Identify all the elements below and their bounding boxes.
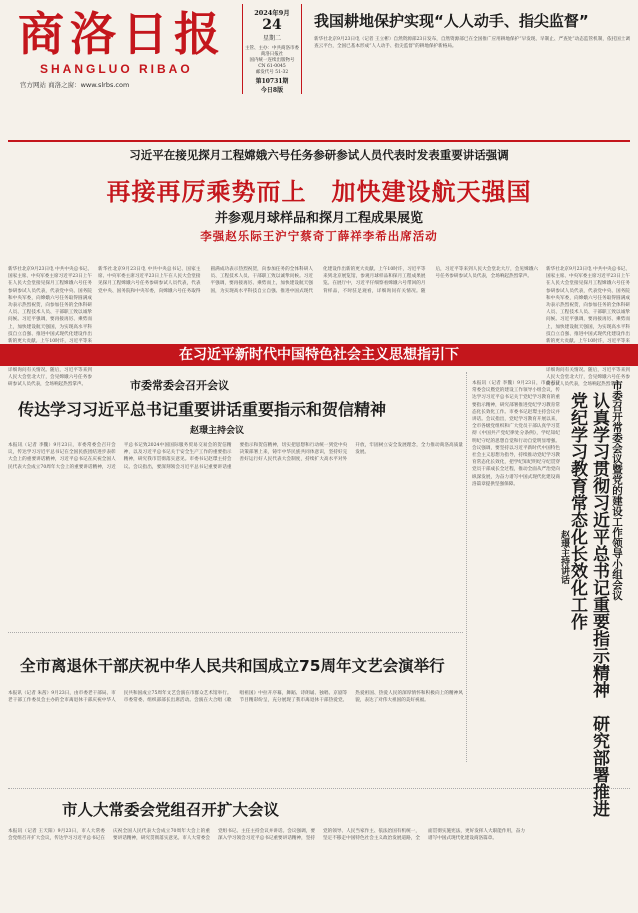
story3-headline: 全市离退休干部庆祝中华人民共和国成立75周年文艺会演举行 [20,657,445,675]
publisher-line: 商洛日报社 [260,52,284,57]
lead-headline: 再接再厉乘势而上 加快建设航天强国 [106,178,532,206]
masthead-divider [8,140,630,142]
theme-banner: 在习近平新时代中国特色社会主义思想指引下 [0,344,638,366]
story4-headline: 市人大常委会党组召开扩大会议 [62,801,280,819]
issue-number: 第10731期 [255,78,289,85]
story2-byline: 赵璟主持会议 [190,426,245,436]
lead-attendees: 李强赵乐际王沪宁蔡奇丁薛祥李希出席活动 [200,229,438,243]
issue-date: 2024年9月 [254,9,290,17]
story2-body: 本报讯（记者 李魏）9月23日，市委常委会召开会议，传达学习习近平总书记在全国民族团结进步表彰大会上的重要讲话精神，习近平总书记在庆祝全国人民代表大会成立70周年大会上的重要讲话精神，习近平总书记致2024中国国际服务贸易交易会的贺信精神，以及习近平总书记关于安全生产工作的重要指示精神，研究我市贯彻落实意见。市委书记赵璟主持会议。会议指出，要深刻领会习近平总书记重要讲话重要指示和贺信精神，切实把思想和行动统一到党中央决策部署上来，铸牢中华民族共同体意识，坚持好完善好运行好人民代表大会制度，持续扩大高水平对外开放，牢固树立安全发展理念，全力推动商洛高质量发展。 [8,443,463,470]
side-story-byline: 赵璟主持讲话 [559,530,569,584]
lead-body: 新华社北京9月23日电 中共中央总书记、国家主席、中央军委主席习近平23日上午在人民大会堂接见探月工程嫦娥六号任务参研参试人员代表，代表党中央、国务院和中央军委，向嫦娥六号任务取得圆满成功表示热烈祝贺，向参加任务的全体科研人员、工程技术人员、干部职工致以诚挚问候。习近平强调，要再接再厉、乘势而上，加快建设航天强国，为实现高水平科技自立自强、推进中国式现代化建设作出新的更大贡献。上午10时许，习近平等来到北京展览馆，参观月球样品和探月工程成果展览。在展厅中，习近平仔细察看嫦娥六号带回的月背样品，不时驻足观看，详细询问有关情况。随后，习近平等来到人民大会堂北大厅，会见嫦娥六号任务参研参试人员代表，全场响起热烈掌声。 [98,267,538,294]
date-box [242,4,302,94]
publisher-line: 邮发代号 51-32 [255,70,289,75]
publisher-line: 主管、主办：中共商洛市委 [245,46,299,51]
lead-kicker: 习近平在接见探月工程嫦娥六号任务参研参试人员代表时发表重要讲话强调 [129,148,509,162]
issue-weekday: 星期二 [262,35,281,42]
masthead-title: 商洛日报 [18,7,226,61]
top-news-body: 新华社北京9月23日电（记者 王立彬）自然资源部23日发布，自然资源部已在全国推广应用耕地保护“早发现、早制止、严查处”动态监管机制，依托国土调查云平台，全国已基本形成“人人动手、指尖监督”的耕地保护新格局。 [314,37,630,50]
story3-body: 本报讯（记者 朱茜）9月23日，由市委老干部局、市老干部工作委员会主办的全市离退休干部庆祝中华人民共和国成立75周年文艺会演在市群众艺术馆举行。市委常委、组织部部长出席活动。会演在大合唱《歌唱祖国》中拉开序幕，舞蹈、诗朗诵、独唱、京剧等节目精彩纷呈，充分展现了我市离退休干部热爱党、热爱祖国、热爱人民的深厚情怀和积极向上的精神风貌，表达了对伟大祖国的美好祝福。 [8,691,463,704]
issue-day: 24 [262,17,282,33]
column-divider [466,372,467,762]
masthead-website: 官方网站 商洛之窗：www.slrbs.com [20,81,130,89]
top-news-headline: 我国耕地保护实现“人人动手、指尖监督” [314,12,589,30]
story4-body: 本报讯（记者 王天阳）9月23日，市人大常委会党组召开扩大会议，传达学习习近平总书记在庆祝全国人民代表大会成立70周年大会上的重要讲话精神，研究贯彻落实意见。市人大常委会党组书记、主任主持会议并讲话。会议强调，要深入学习领会习近平总书记重要讲话精神，坚持党的领导、人民当家作主、依法治国有机统一，坚定不移走中国特色社会主义政治发展道路，全面贯彻实施宪法，更好发挥人大职能作用，奋力谱写中国式现代化建设商洛篇章。 [8,829,525,842]
story2-headline: 传达学习习近平总书记重要讲话重要指示和贺信精神 [18,400,387,419]
lead-body-right: 新华社北京9月23日电 中共中央总书记、国家主席、中央军委主席习近平23日上午在人民大会堂接见探月工程嫦娥六号任务参研参试人员代表，代表党中央、国务院和中央军委，向嫦娥六号任务取得圆满成功表示热烈祝贺，向参加任务的全体科研人员、工程技术人员、干部职工致以诚挚问候。习近平强调，要再接再厉、乘势而上，加快建设航天强国，为实现高水平科技自立自强、推进中国式现代化建设作出新的更大贡献。上午10时许，习近平等来 详细询问有关情况。随后，习近平等来到人民大会堂北大厅，会见嫦娥六号任务参研参试人员代表，全场响起热烈掌声。 [546,267,630,388]
lead-body-left: 新华社北京9月23日电 中共中央总书记、国家主席、中央军委主席习近平23日上午在人民大会堂接见探月工程嫦娥六号任务参研参试人员代表，代表党中央、国务院和中央军委，向嫦娥六号任务取得圆满成功表示热烈祝贺，向参加任务的全体科研人员、工程技术人员、干部职工致以诚挚问候。习近平强调，要再接再厉、乘势而上，加快建设航天强国，为实现高水平科技自立自强、推进中国式现代化建设作出新的更大贡献。上午10时许，习近平等来 详细询问有关情况。随后，习近平等来到人民大会堂北大厅，会见嫦娥六号任务参研参试人员代表，全场响起热烈掌声。 [8,267,92,388]
publisher-line: 国内统一连续出版物号 [249,58,295,63]
publisher-line: CN 61-0045 [258,64,286,69]
side-story-body: 本报讯（记者 李魏）9月23日，市委召开常委会议暨党的建设工作领导小组会议，传达学习习近平总书记关于党纪学习教育的重要指示精神，研究部署推进党纪学习教育常态化长效化工作。市委书记赵璟主持会议并讲话。会议指出，党纪学习教育开展以来，全市各级党组织和广大党员干部认真学习贯彻《中国共产党纪律处分条例》，学纪知纪明纪守纪的思想自觉和行动自觉明显增强。会议强调，要坚持以习近平新时代中国特色社会主义思想为指导，持续推动党纪学习教育常态化长效化，把学纪知纪明纪守纪贯穿党员干部成长全过程，推动全面从严治党向纵深发展，为奋力谱写中国式现代化建设商洛篇章提供坚强保障。 [472,381,560,487]
story2-kicker: 市委常委会召开会议 [130,379,229,392]
section-divider [8,632,463,633]
page-count: 今日8版 [260,87,284,94]
lead-subheadline: 并参观月球样品和探月工程成果展览 [214,211,423,226]
masthead-pinyin: SHANGLUO RIBAO [40,62,193,76]
section-divider [8,788,630,789]
side-story-kicker: 市委召开常委会议暨党的建设工作领导小组会议 [611,380,623,601]
side-story-headline: 认真学习贯彻习近平总书记重要指示精神 研究部署推进党纪学习教育常态化长效化工作 [567,392,609,817]
